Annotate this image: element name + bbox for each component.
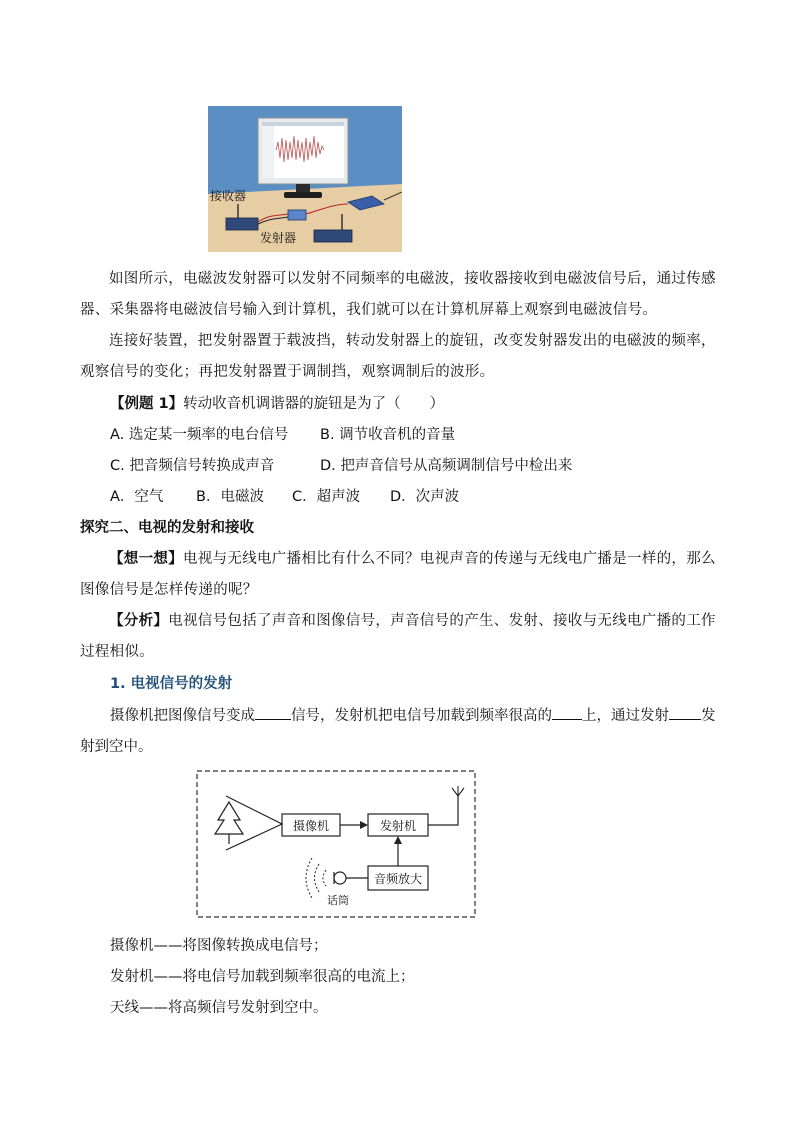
example-1-stem: 转动收音机调谐器的旋钮是为了（ ）	[183, 396, 445, 412]
fill-blank-line-2: 射到空中。	[80, 739, 153, 755]
arrowhead-2	[394, 836, 402, 844]
camera-lens-cone	[226, 796, 282, 850]
fill-text-3: 上，通过发射	[582, 708, 669, 724]
transmitter-label: 发射器	[260, 231, 297, 245]
definition-antenna: 天线——将高频信号发射到空中。	[110, 1000, 328, 1016]
camera-label: 摄像机	[292, 819, 330, 833]
option-d[interactable]: D. 把声音信号从高频调制信号中检出来	[320, 458, 573, 474]
fill-blank-line-1	[110, 705, 716, 727]
screen-sidebar	[262, 126, 274, 178]
tree-icon	[215, 802, 243, 844]
paragraph-intro: 如图所示，电磁波发射器可以发射不同频率的电磁波，接收器接收到电磁波信号后，通过传感器、采集器将电磁波信号输入到计算机，我们就可以在计算机屏幕上观察到电磁波信号。	[80, 271, 716, 318]
fill-text-4: 发	[701, 708, 716, 724]
receiver-label: 接收器	[210, 189, 247, 203]
example-1-question	[110, 393, 444, 415]
blank-2[interactable]	[552, 705, 582, 720]
receiver-box	[226, 218, 258, 230]
think-text: 电视与无线电广播相比有什么不同？电视声音的传递与无线电广播是一样的，那么图像信号是怎样传递的呢？	[80, 551, 716, 598]
analysis-tag: 【分析】	[109, 613, 169, 629]
option-d-alt[interactable]: D．次声波	[390, 489, 460, 505]
definition-camera: 摄像机——将图像转换成电信号；	[110, 938, 328, 954]
experiment-illustration	[208, 106, 402, 252]
example-1-tag: 【例题 1】	[110, 396, 184, 412]
sound-waves-icon	[306, 858, 326, 898]
transmitter-label: 发射机	[379, 819, 417, 833]
antenna-icon	[452, 786, 464, 796]
think-paragraph	[80, 544, 720, 606]
transmitter-box	[314, 230, 352, 242]
fill-text-1: 摄像机把图像信号变成	[110, 708, 255, 724]
fill-text-2: 信号，发射机把电信号加载到频率很高的	[291, 708, 552, 724]
monitor-stand	[296, 184, 310, 192]
arrowhead-1	[360, 821, 368, 829]
sensor-unit	[288, 210, 306, 220]
audio-amp-label: 音频放大	[373, 872, 423, 886]
blank-3[interactable]	[669, 705, 701, 720]
antenna-line	[428, 796, 458, 825]
screen-toolbar	[262, 122, 344, 126]
option-a-alt[interactable]: A．空气	[110, 489, 164, 505]
microphone-label: 话筒	[327, 894, 349, 907]
monitor-base	[284, 192, 322, 198]
analysis-text: 电视信号包括了声音和图像信号，声音信号的产生、发射、接收与无线电广播的工作过程相似。	[80, 613, 716, 660]
section-2-heading: 探究二、电视的发射和接收	[80, 520, 254, 536]
option-c[interactable]: C. 把音频信号转换成声音	[110, 458, 275, 474]
think-tag: 【想一想】	[109, 551, 183, 567]
microphone-icon	[334, 872, 346, 884]
option-a[interactable]: A. 选定某一频率的电台信号	[110, 427, 289, 443]
definition-transmitter: 发射机——将电信号加载到频率很高的电流上；	[110, 969, 415, 985]
paragraph-procedure: 连接好装置，把发射器置于载波挡，转动发射器上的旋钮，改变发射器发出的电磁波的频率，观察信号的变化；再把发射器置于调制挡，观察调制后的波形。	[80, 333, 716, 380]
option-b[interactable]: B. 调节收音机的音量	[320, 427, 456, 443]
analysis-paragraph	[80, 606, 720, 668]
blank-1[interactable]	[255, 705, 291, 720]
subsection-1-heading: 1. 电视信号的发射	[110, 676, 233, 692]
option-c-alt[interactable]: C．超声波	[292, 489, 361, 505]
tv-transmission-diagram	[196, 770, 476, 918]
option-b-alt[interactable]: B．电磁波	[196, 489, 264, 505]
